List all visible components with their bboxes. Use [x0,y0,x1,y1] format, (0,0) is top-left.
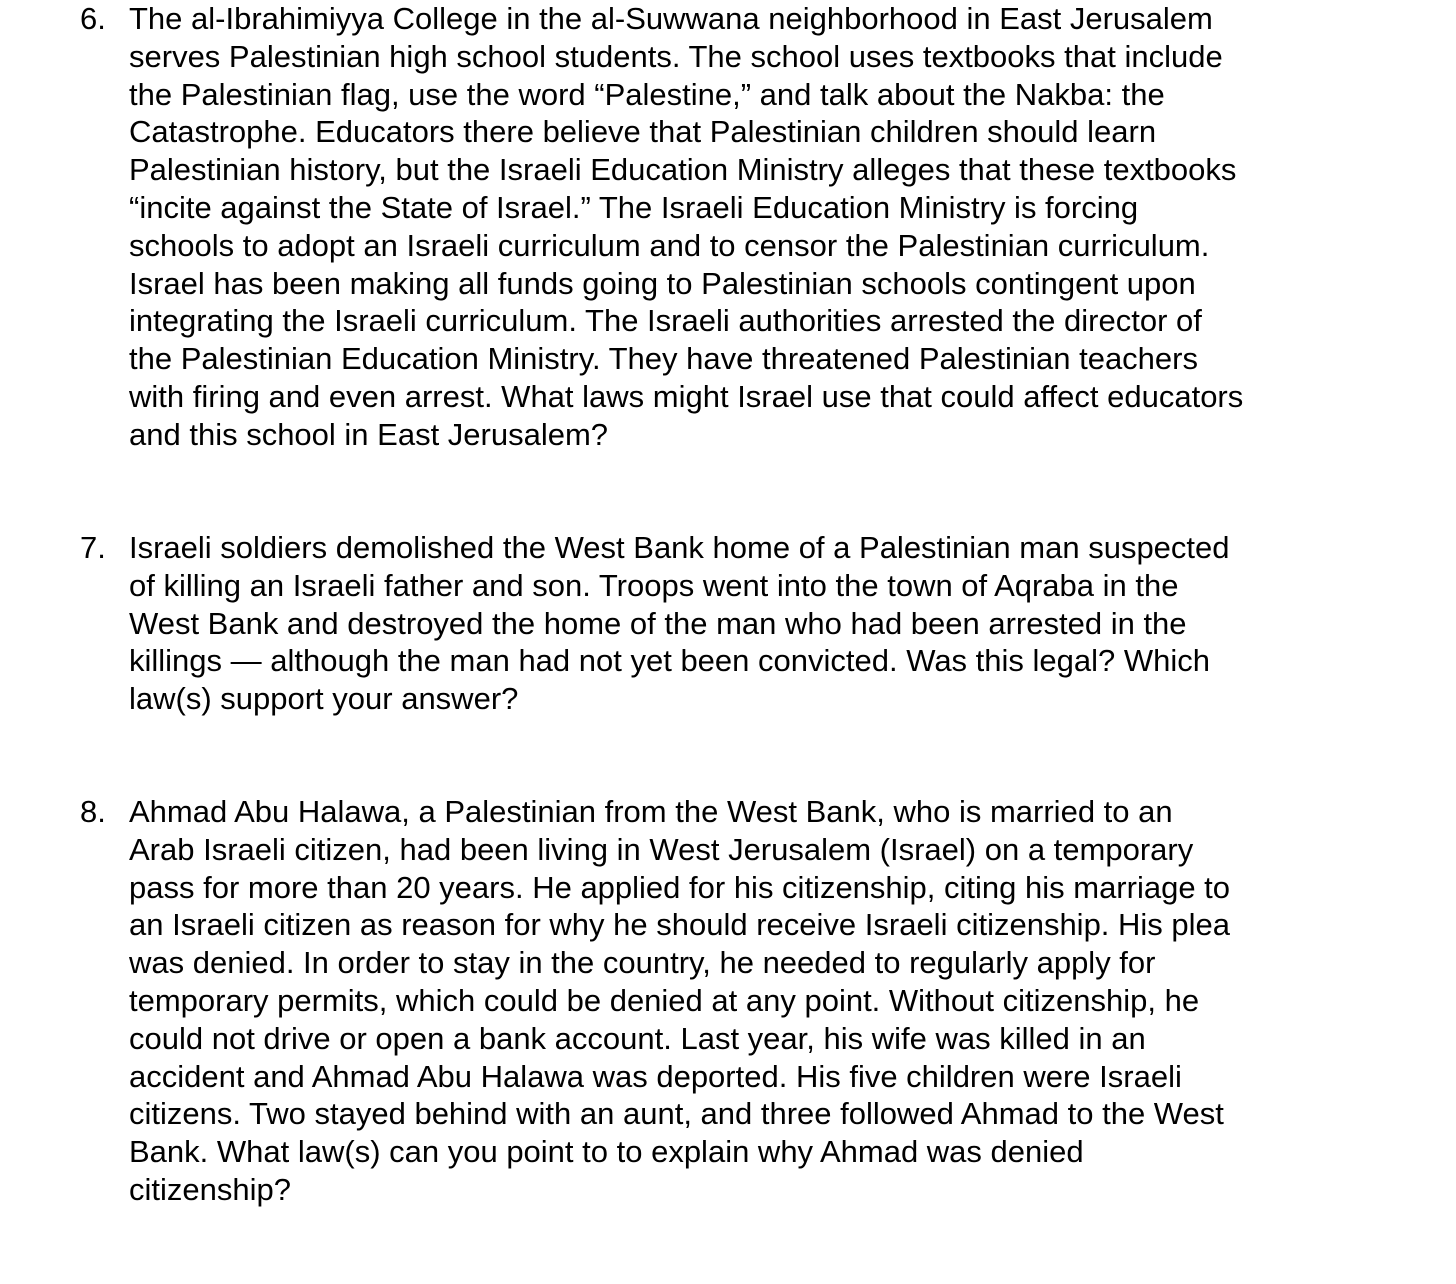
question-text [129,529,1429,718]
text-line: the Palestinian Education Ministry. They have threatened Palestinian teachers [129,341,1198,377]
text-line: law(s) support your answer? [129,681,519,717]
text-line: Arab Israeli citizen, had been living in West Jerusalem (Israel) on a temporary [129,831,1194,867]
question-number: 8. [80,794,106,829]
text-line: “incite against the State of Israel.” The Israeli Education Ministry is forcing [129,189,1139,225]
text-line: Bank. What law(s) can you point to to explain why Ahmad was denied [129,1134,1084,1170]
text-line: integrating the Israeli curriculum. The Israeli authorities arrested the director of [129,303,1202,339]
text-line: The al-Ibrahimiyya College in the al-Suwwana neighborhood in East Jerusalem [129,1,1213,36]
text-line: Ahmad Abu Halawa, a Palestinian from the West Bank, who is married to an [129,794,1173,829]
text-line: an Israeli citizen as reason for why he should receive Israeli citizenship. His plea [129,907,1231,943]
text-line: West Bank and destroyed the home of the man who had been arrested in the [129,605,1187,641]
text-line: Israeli soldiers demolished the West Bank home of a Palestinian man suspected [129,530,1230,565]
text-line: the Palestinian flag, use the word “Palestine,” and talk about the Nakba: the [129,76,1165,112]
text-line: Palestinian history, but the Israeli Education Ministry alleges that these textbooks [129,152,1237,188]
text-line: accident and Ahmad Abu Halawa was deported. His five children were Israeli [129,1058,1182,1094]
text-line: temporary permits, which could be denied at any point. Without citizenship, he [129,982,1200,1018]
text-line: and this school in East Jerusalem? [129,416,609,452]
text-line: of killing an Israeli father and son. Troops went into the town of Aqraba in the [129,567,1179,603]
text-line: could not drive or open a bank account. Last year, his wife was killed in an [129,1020,1146,1056]
text-line: schools to adopt an Israeli curriculum and to censor the Palestinian curriculum. [129,227,1210,263]
text-line: Israel has been making all funds going to Palestinian schools contingent upon [129,265,1196,301]
text-line: serves Palestinian high school students. The school uses textbooks that include [129,38,1223,74]
text-line: citizens. Two stayed behind with an aunt, and three followed Ahmad to the West [129,1096,1224,1132]
text-line: pass for more than 20 years. He applied for his citizenship, citing his marriage to [129,869,1231,905]
question-number: 7. [80,530,106,565]
text-line: with firing and even arrest. What laws might Israel use that could affect educators [129,378,1244,414]
text-line: was denied. In order to stay in the country, he needed to regularly apply for [129,945,1156,981]
question-number: 6. [80,1,106,36]
text-line: citizenship? [129,1171,291,1207]
question-text [129,793,1429,1209]
question-text [129,0,1429,454]
text-line: killings — although the man had not yet been convicted. Was this legal? Which [129,643,1211,679]
text-line: Catastrophe. Educators there believe that Palestinian children should learn [129,114,1157,150]
